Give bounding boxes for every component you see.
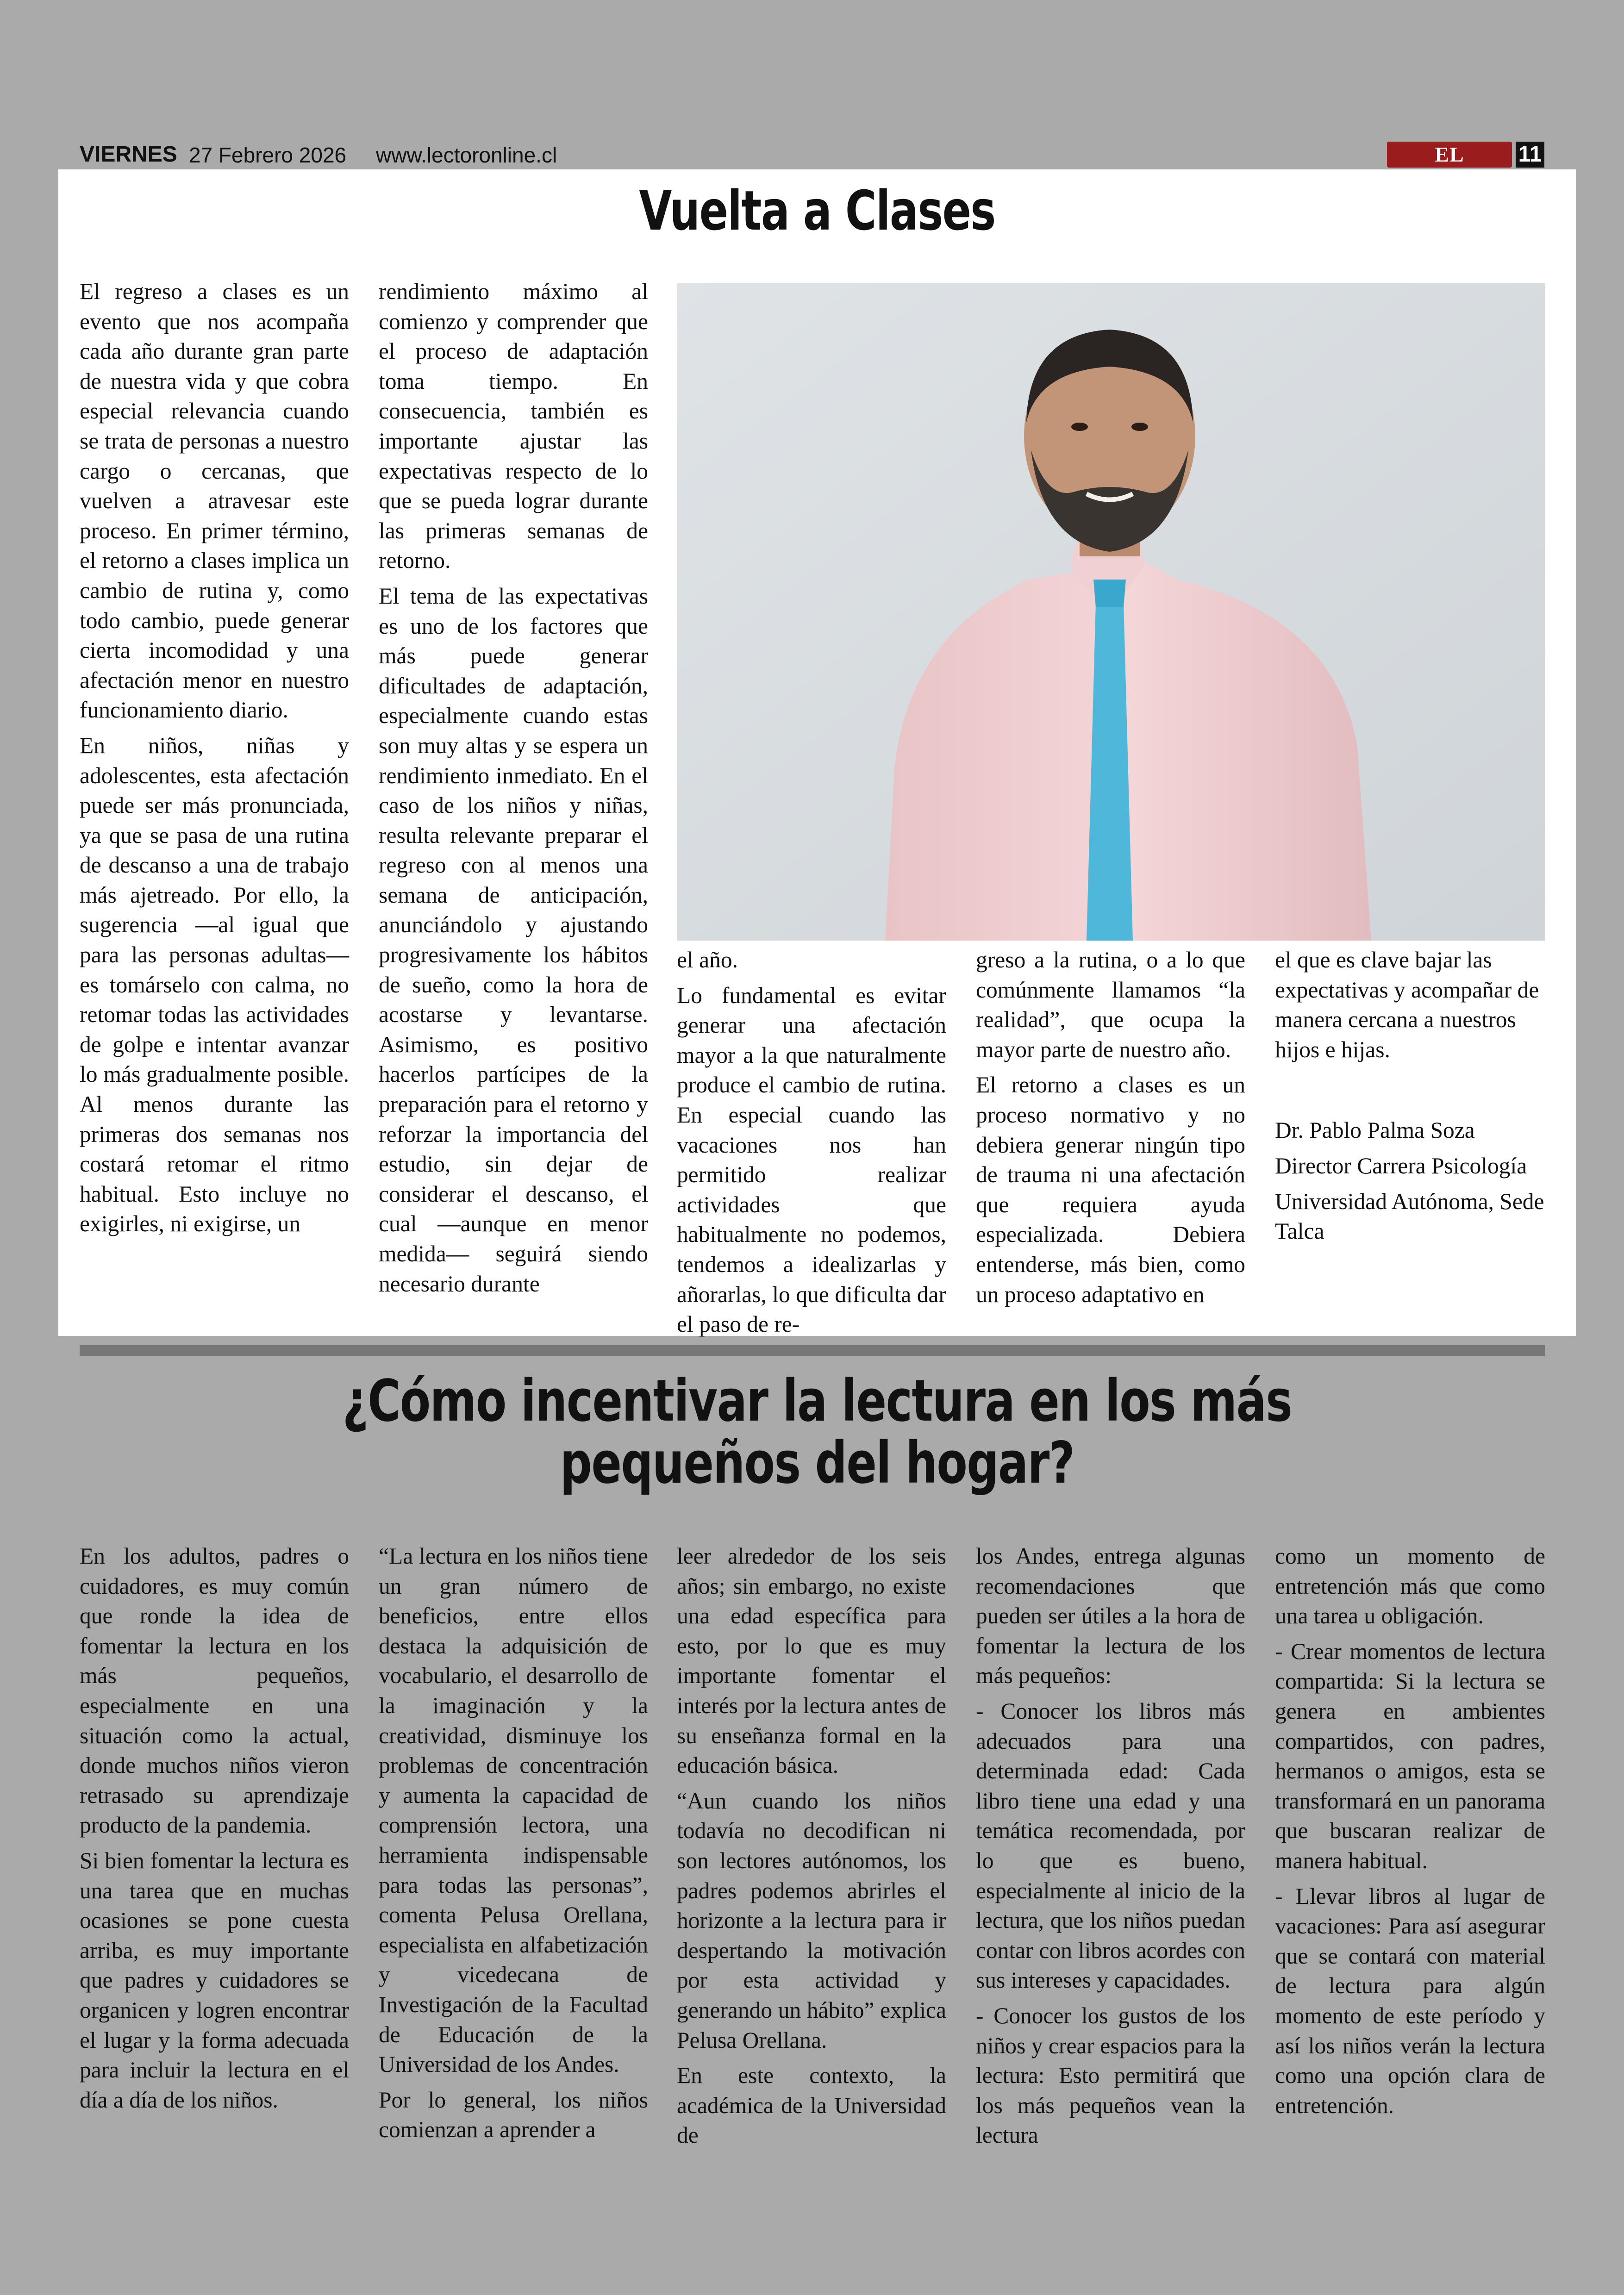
article1-column-4: [976, 945, 1245, 1310]
author-photo: [677, 283, 1545, 941]
paragraph: Si bien fomentar la lectura es una tarea que en muchas ocasiones se pone cuesta arriba, es muy importante que padres y cuidadores se organicen y logren encontrar el lugar y la forma adecuada para incluir la lectura en el día a día de los niños.: [80, 1847, 349, 2113]
page-number: 11: [1516, 142, 1544, 168]
article2-column-4: [976, 1541, 1245, 2151]
article2-column-1: [80, 1541, 349, 2115]
paragraph: El retorno a clases es un proceso normativo y no debiera generar ningún tipo de trauma ni una afectación que requiera ayuda especializada. Debiera entenderse, más bien, como un proceso adaptativo en: [976, 1072, 1245, 1307]
paragraph: como un momento de entretención más que como una tarea u obligación.: [1275, 1543, 1545, 1629]
header-date: 27 Febrero 2026: [189, 143, 347, 167]
paragraph: “La lectura en los niños tiene un gran número de beneficios, entre ellos destaca la adquisición de vocabulario, el desarrollo de la imaginación y la creatividad, disminuye los problemas de concentración y aumenta la capacidad de comprensión lectora, una herramienta indispensable para todas las personas”, comenta Pelusa Orellana, especialista en alfabetización y vicedecana de Investigación de la Facultad de Educación de la Universidad de los Andes.: [379, 1543, 648, 2077]
paragraph: En los adultos, padres o cuidadores, es muy común que ronde la idea de fomentar la lectura en los más pequeños, especialmente en una situación como la actual, donde muchos niños vieron retrasado su aprendizaje producto de la pandemia.: [80, 1543, 349, 1838]
paragraph: El regreso a clases es un evento que nos acompaña cada año durante gran parte de nuestra vida y que cobra especial relevancia cuando se trata de personas a nuestro cargo o cercanas, que vuelven a atravesar este proceso. En primer término, el retorno a clases implica un cambio de rutina y, como todo cambio, puede generar cierta incomodidad y una afectación menor en nuestro funcionamiento diario.: [80, 279, 349, 723]
article2-column-3: [677, 1541, 946, 2151]
paragraph: leer alrededor de los seis años; sin embargo, no existe una edad específica para esto, por lo que es muy importante fomentar el interés por la lectura antes de su enseñanza formal en la educación básica.: [677, 1543, 946, 1778]
article2-column-2: [379, 1541, 648, 2145]
list-item: - Crear momentos de lectura compartida: Si la lectura se genera en ambientes compartidos, con padres, hermanos o amigos, esta se transformará en un panorama que buscaran realizar de manera habitual.: [1275, 1638, 1545, 1873]
article1-column-1: [80, 277, 349, 1239]
signature-name: Dr. Pablo Palma Soza: [1275, 1117, 1475, 1143]
list-item: - Conocer los libros más adecuados para una determinada edad: Cada libro tiene una edad y una temática recomendada, por lo que es bueno, especialmente al inicio de la lectura, que los niños puedan contar con libros acordes con sus intereses y capacidades.: [976, 1698, 1245, 1993]
paragraph: el año.: [677, 947, 738, 973]
paragraph: rendimiento máximo al comienzo y comprender que el proceso de adaptación toma tiempo. En consecuencia, también es importante ajustar las expectativas respecto de lo que se pueda lograr durante las primeras semanas de retorno.: [379, 279, 648, 574]
paragraph: En este contexto, la académica de la Universidad de: [677, 2063, 946, 2148]
article1-column-2: [379, 277, 648, 1299]
paragraph: el que es clave bajar las expectativas y acompañar de manera cercana a nuestros hijos e hijas.: [1275, 947, 1539, 1062]
list-item: - Llevar libros al lugar de vacaciones: Para así asegurar que se contará con material de lectura para algún momento de este período y así los niños verán la lectura como una opción clara de entretención.: [1275, 1883, 1545, 2118]
article1-column-3: [677, 945, 946, 1340]
article2-title-line-1: ¿Cómo incentivar la lectura en los más: [342, 1368, 1292, 1434]
article2-title-line-2: pequeños del hogar?: [560, 1430, 1074, 1497]
paragraph: Por lo general, los niños comienzan a aprender a: [379, 2087, 648, 2143]
newspaper-logo: EL: [1387, 142, 1512, 168]
paragraph: En niños, niñas y adolescentes, esta afectación puede ser más pronunciada, ya que se pasa de una rutina de descanso a una de trabajo más ajetreado. Por ello, la sugerencia —al igual que para las personas adultas— es tomárselo con calma, no retomar todas las actividades de golpe e intentar avanzar lo más gradualmente posible. Al menos durante las primeras dos semanas nos costará retomar el ritmo habitual. Esto incluye no exigirles, ni exigirse, un: [80, 732, 349, 1237]
paragraph: “Aun cuando los niños todavía no decodifican ni son lectores autónomos, los padres podemos abrirles el horizonte a la lectura para ir despertando la motivación por esta actividad y generando un hábito” explica Pelusa Orellana.: [677, 1788, 946, 2053]
signature-role: Director Carrera Psicología: [1275, 1153, 1527, 1179]
paragraph: El tema de las expectativas es uno de los factores que más puede generar dificultades de adaptación, especialmente cuando estas son muy altas y se espera un rendimiento inmediato. En el caso de los niños y niñas, resulta relevante preparar el regreso con al menos una semana de anticipación, anunciándolo y ajustando progresivamente los hábitos de sueño, como la hora de acostarse y levantarse. Asimismo, es positivo hacerlos partícipes de la preparación para el retorno y reforzar la importancia del estudio, sin dejar de considerar el descanso, el cual —aunque en menor medida— seguirá siendo necesario durante: [379, 583, 648, 1297]
article1-column-5: [1275, 945, 1545, 1247]
list-item: - Conocer los gustos de los niños y crear espacios para la lectura: Esto permitirá que los más pequeños vean la lectura: [976, 2002, 1245, 2148]
section-divider: [80, 1345, 1545, 1356]
article2-column-5: [1275, 1541, 1545, 2120]
paragraph: los Andes, entrega algunas recomendaciones que pueden ser útiles a la hora de fomentar la lectura de los más pequeños:: [976, 1543, 1245, 1689]
signature-institution: Universidad Autónoma, Sede Talca: [1275, 1188, 1544, 1244]
article2-title: [225, 1368, 1409, 1497]
page-header: [80, 139, 1544, 169]
header-day: VIERNES: [80, 142, 177, 167]
header-website: www.lectoronline.cl: [376, 143, 557, 167]
article1-title: Vuelta a Clases: [639, 179, 995, 243]
paragraph: greso a la rutina, o a lo que comúnmente llamamos “la realidad”, que ocupa la mayor parte de nuestro año.: [976, 947, 1245, 1062]
paragraph: Lo fundamental es evitar generar una afectación mayor a la que naturalmente produce el cambio de rutina. En especial cuando las vacaciones nos han permitido realizar actividades que habitualmente no podemos, tendemos a idealizarlas y añorarlas, lo que dificulta dar el paso de re-: [677, 982, 946, 1337]
